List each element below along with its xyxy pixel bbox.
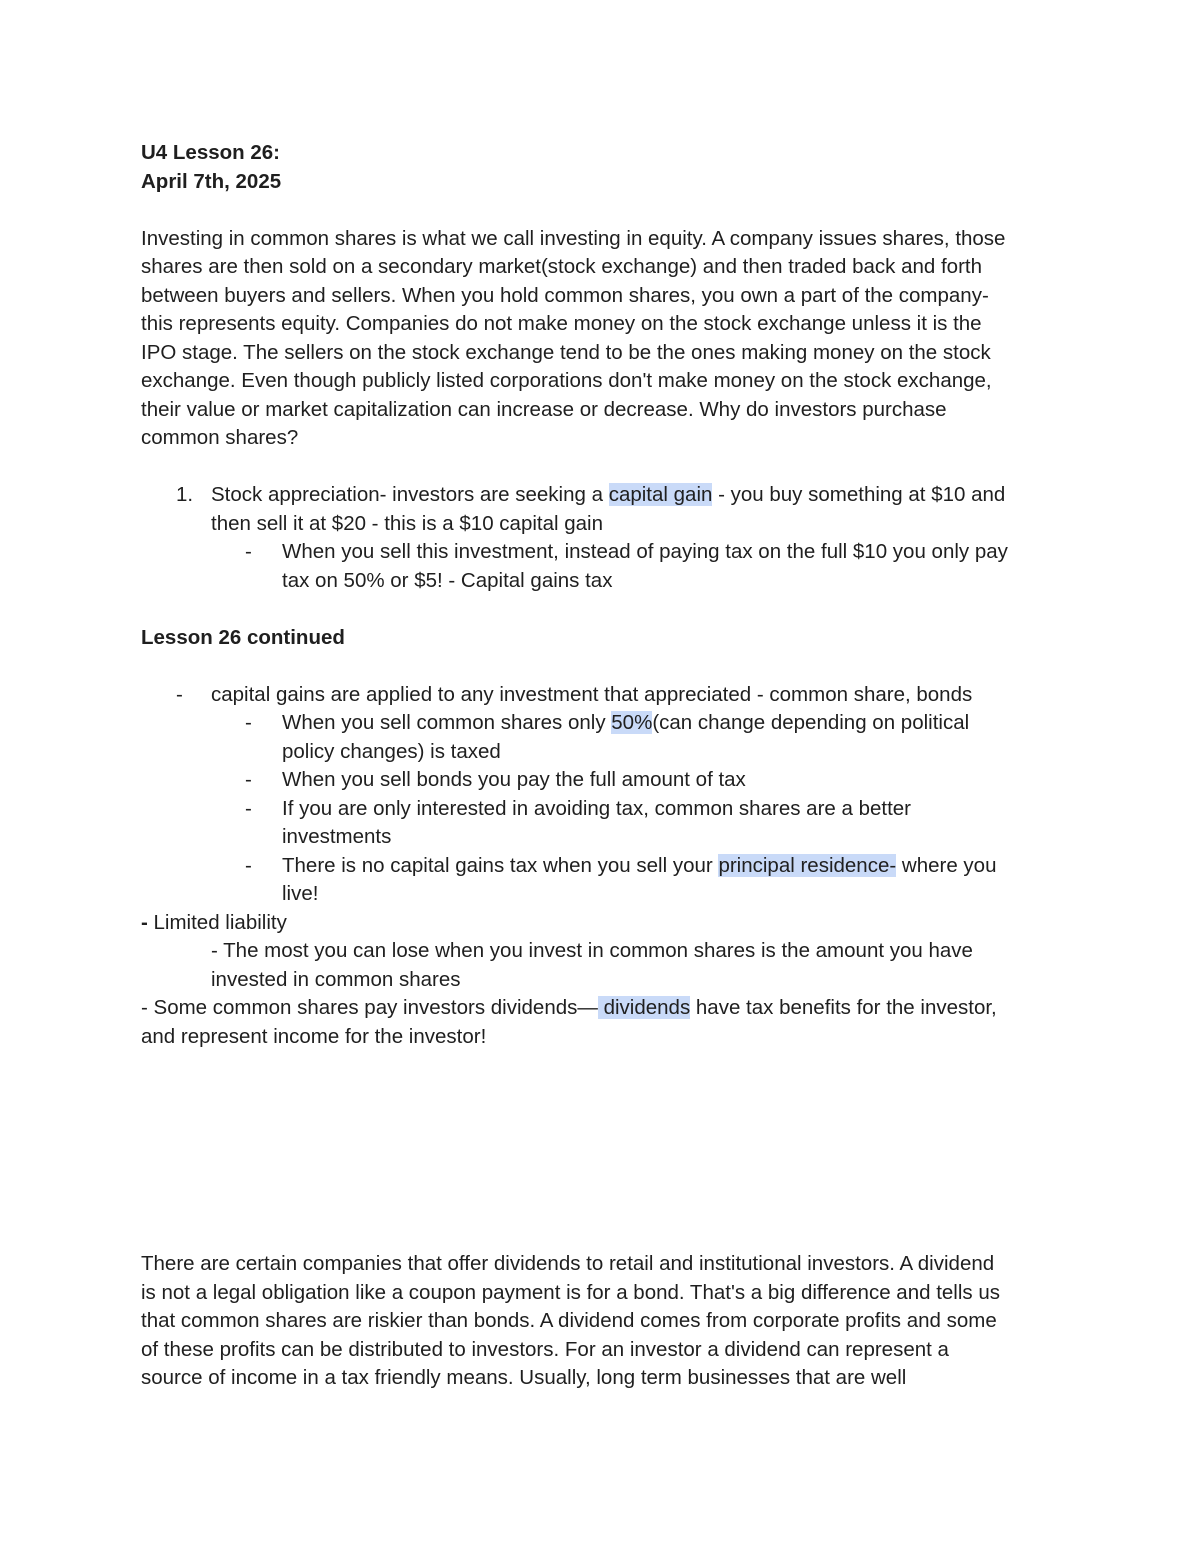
text-span: When you sell common shares only [282,711,612,734]
document-page [141,139,1061,1393]
text-span: There is no capital gains tax when you sell your [282,853,719,877]
text-span: - Some common shares pay investors dividends— [141,996,598,1019]
numbered-list [141,481,1061,595]
sub-list-item [141,795,1061,852]
highlight-50-percent: 50% [611,711,653,734]
bullet-dash: - [176,682,183,706]
sub-list-item [141,852,1061,909]
text-span: Limited liability [147,910,287,934]
bullet-dash: - [245,853,252,877]
list-item [141,481,1061,538]
closing-line: of these profits can be distributed to investors. For an investor a dividend can represent a [141,1337,949,1361]
limited-liability-detail: - The most you can lose when you invest in common shares is the amount you have [211,939,973,962]
limited-liability-detail: invested in common shares [211,967,461,991]
text-span: where you [896,853,997,877]
blank-line [141,453,1061,482]
intro-line: exchange. Even though publicly listed corporations don't make money on the stock exchange, [141,369,992,392]
sub-item-line: When you sell this investment, instead of paying tax on the full $10 you only pay [282,540,1008,563]
sub-list-item [141,766,1061,795]
blank-line [141,196,1061,225]
closing-line: that common shares are riskier than bonds. A dividend comes from corporate profits and some [141,1309,997,1332]
bullet-dash: - [245,768,252,791]
sub-item-line: When you sell bonds you pay the full amount of tax [282,768,746,791]
text-span: - you buy something at $10 and [712,483,1006,506]
closing-line: source of income in a tax friendly means. Usually, long term businesses that are well [141,1366,907,1389]
highlight-principal-residence: principal residence- [718,853,897,877]
bullet-dash: - [245,540,252,563]
bullet-dash: - [245,711,252,734]
blank-line [141,652,1061,681]
sub-list-item [141,538,1061,595]
dividends-line [141,994,1061,1023]
vertical-space [141,1051,1061,1250]
lesson-date: April 7th, 2025 [141,169,282,193]
bullet-dash: - [141,910,148,934]
sub-item-line: live! [282,882,319,905]
intro-line: their value or market capitalization can increase or decrease. Why do investors purchase [141,397,947,421]
blank-line [141,595,1061,624]
sub-item-line: If you are only interested in avoiding tax, common shares are a better [282,796,912,820]
sub-item-line: tax on 50% or $5! - Capital gains tax [282,568,613,592]
sub-item-line [282,709,1061,738]
lesson-title: U4 Lesson 26: [141,141,280,164]
intro-line: between buyers and sellers. When you hold common shares, you own a part of the company- [141,283,989,307]
intro-line: Investing in common shares is what we call investing in equity. A company issues shares, those [141,226,1006,250]
sub-item-line: investments [282,825,392,848]
highlight-dividends: dividends [597,996,691,1019]
intro-line: common shares? [141,426,299,449]
text-span: have tax benefits for the investor, [690,996,997,1019]
section-heading: Lesson 26 continued [141,625,345,649]
closing-paragraph [141,1250,1061,1393]
closing-line: There are certain companies that offer dividends to retail and institutional investors. A dividend [141,1252,995,1275]
bullet-dash: - [245,796,252,820]
intro-paragraph [141,225,1061,453]
sub-item-line: policy changes) is taxed [282,739,501,763]
bullet-list [141,681,1061,909]
highlight-capital-gain: capital gain [608,483,713,506]
intro-line: IPO stage. The sellers on the stock exchange tend to be the ones making money on the stock [141,340,991,364]
list-item-line [211,481,1061,510]
sub-list-item [141,709,1061,766]
closing-line: is not a legal obligation like a coupon payment is for a bond. That's a big difference and tells us [141,1280,1001,1304]
sub-item-line [282,852,1061,881]
list-item-line: then sell it at $20 - this is a $10 capital gain [211,511,604,535]
intro-line: shares are then sold on a secondary market(stock exchange) and then traded back and forth [141,255,983,278]
intro-line: this represents equity. Companies do not make money on the stock exchange unless it is the [141,312,982,335]
text-span: (can change depending on political [652,711,970,734]
dividends-line: and represent income for the investor! [141,1024,487,1048]
text-span: Stock appreciation- investors are seeking a [211,483,609,506]
list-number: 1. [176,483,194,506]
list-item-line: capital gains are applied to any investment that appreciated - common share, bonds [211,682,973,706]
limited-liability-line [141,909,1061,938]
list-item [141,681,1061,710]
